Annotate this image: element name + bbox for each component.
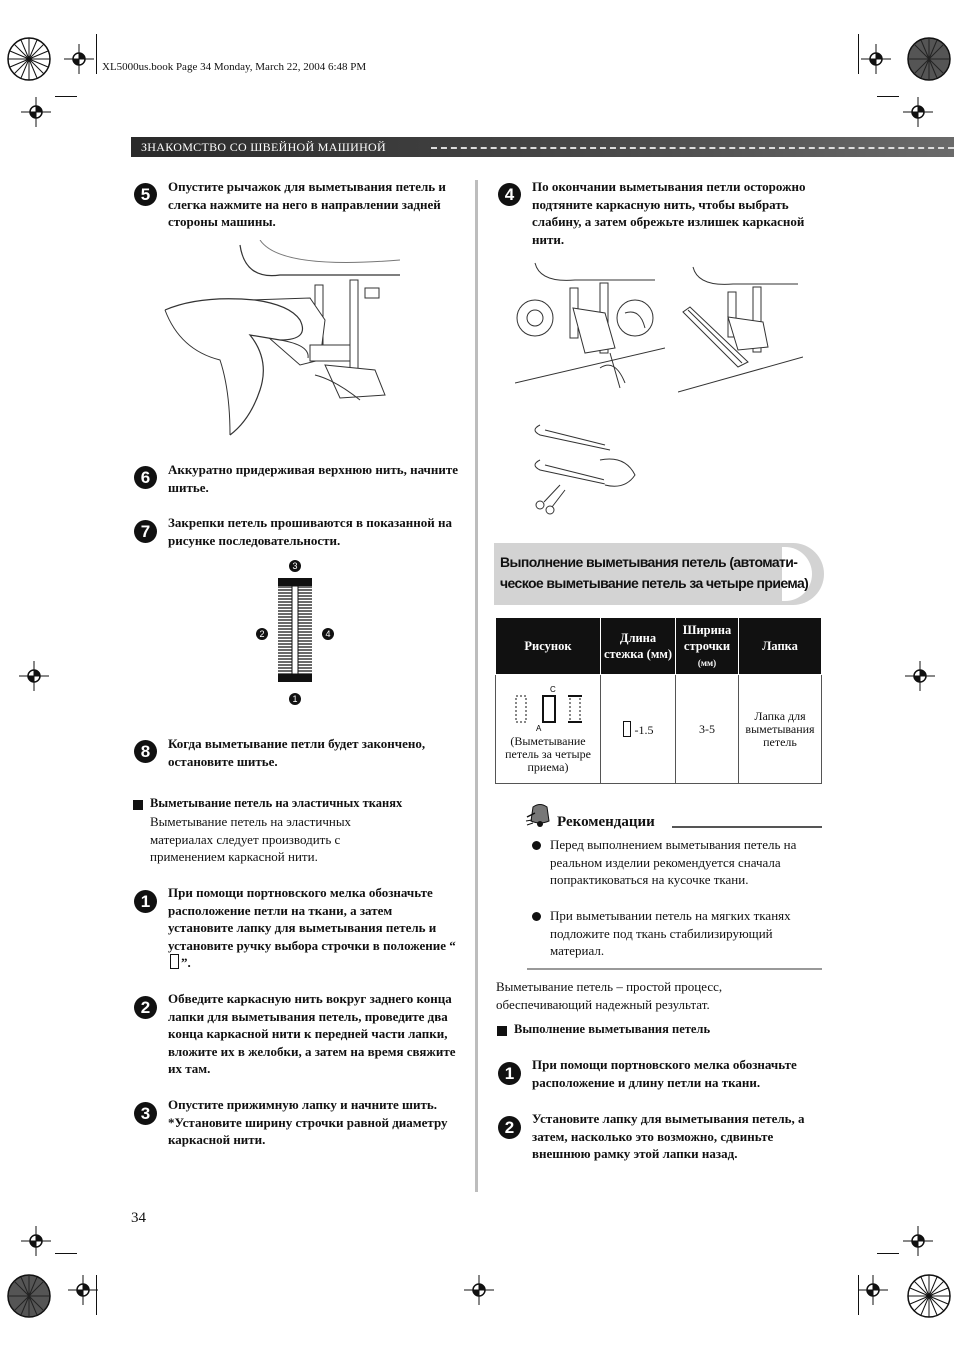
- banner-title: [500, 552, 808, 594]
- header-width-unit: (мм): [697, 657, 717, 668]
- section-square-bullet: [133, 800, 143, 810]
- elastic-step-1-text-end: ”.: [181, 955, 191, 970]
- crosshair-mark-top-right-2: [903, 97, 933, 127]
- stitch-spec-table: [495, 617, 822, 784]
- bullet-dot: [532, 841, 541, 850]
- intro-text: Выметывание петель – простой процесс, обеспечивающий надежный результат.: [496, 979, 723, 1012]
- right-step-number-2: 2: [498, 1116, 521, 1139]
- section-heading: Выполнение выметывания петель: [514, 1022, 711, 1036]
- banner-title-line-2: ческое выметывание петель за четыре приема): [500, 575, 809, 591]
- crosshair-mark-bottom-right-2: [903, 1226, 933, 1256]
- sequence-label-4: 4: [322, 628, 334, 640]
- cell-pattern: [496, 675, 601, 784]
- sequence-label-2: 2: [256, 628, 268, 640]
- elastic-step-2-text: Обведите каркасную нить вокруг заднего конца лапки для выметывания петель, проведите два конца каркасной нити к передней части лапки, вложите их в желобки, а затем на время свяжите их там.: [168, 991, 456, 1076]
- header-length: Длина стежка (мм): [601, 618, 676, 675]
- crosshair-mark-mid-left: [19, 661, 49, 691]
- trim-line-top-right: [877, 96, 899, 97]
- step-number-4: 4: [498, 183, 521, 206]
- elastic-text: Выметывание петель на эластичных материалах следует производить с применением каркасной нити.: [150, 814, 352, 864]
- crosshair-mark-top-left-2: [21, 97, 51, 127]
- right-step-number-1: 1: [498, 1062, 521, 1085]
- elastic-step-3-text: Опустите прижимную лапку и начните шить. *Установите ширину строчки равной диаметру каркасной нити.: [168, 1097, 448, 1147]
- banner-title-line-1: Выполнение выметывания петель (автомати-: [500, 554, 798, 570]
- step-number-7: 7: [134, 520, 157, 543]
- illustration-trim-cord: [530, 420, 640, 520]
- four-step-buttonhole-icon: [508, 684, 588, 732]
- crosshair-mark-mid-right: [905, 661, 935, 691]
- elastic-step-1-text: [168, 884, 460, 972]
- trim-line-bottom-right: [877, 1253, 899, 1254]
- trim-line-bottom-right-v: [858, 1275, 859, 1315]
- elastic-step-1-text-main: При помощи портновского мелка обозначьте расположение петли на ткани, а затем установите лапку для выметывания петель и установите ручку выбора строчки в положение “: [168, 885, 456, 953]
- trim-line-bottom-left: [55, 1253, 77, 1254]
- length-value: -1.5: [634, 723, 654, 737]
- elastic-heading: Выметывание петель на эластичных тканях: [150, 796, 403, 810]
- trim-line-top-left-v: [96, 34, 97, 74]
- step-number-6: 6: [134, 466, 157, 489]
- sequence-label-1: 1: [289, 693, 301, 705]
- step-8-text: Когда выметывание петли будет закончено, остановите шитье.: [168, 736, 426, 769]
- bullet-dot: [532, 912, 541, 921]
- page-number: 34: [131, 1210, 146, 1226]
- illustration-pull-cord: [515, 258, 665, 393]
- table-header-row: [496, 618, 822, 675]
- recommendation-item: При выметывании петель на мягких тканях подложите под ткань стабилизирующий материал.: [550, 908, 791, 958]
- step-number-5: 5: [134, 183, 157, 206]
- recommendations-title-rule: [672, 826, 822, 828]
- elastic-step-number-1: 1: [134, 890, 157, 913]
- step-7-text: Закрепки петель прошиваются в показанной на рисунке последовательности.: [168, 515, 452, 548]
- registration-rosette-bottom-right: [904, 1271, 954, 1321]
- recommendations-end-rule: [527, 968, 822, 970]
- right-step-2-text: Установите лапку для выметывания петель, а затем, насколько это возможно, сдвиньте внешнюю рамку этой лапки назад.: [532, 1111, 805, 1161]
- step-6-text: Аккуратно придерживая верхнюю нить, начните шитье.: [168, 462, 459, 495]
- elastic-step-number-2: 2: [134, 996, 157, 1019]
- header-width: [676, 618, 739, 675]
- cell-width: 3-5: [676, 675, 739, 784]
- registration-rosette-top-right: [904, 34, 954, 84]
- elastic-step-number-3: 3: [134, 1102, 157, 1125]
- cell-length: [601, 675, 676, 784]
- pattern-caption: (Выметывание петель за четыре приема): [505, 734, 591, 774]
- chapter-title: ЗНАКОМСТВО СО ШВЕЙНОЙ МАШИНОЙ: [141, 140, 386, 154]
- crosshair-mark-bottom-left-2: [68, 1275, 98, 1305]
- bell-icon: [525, 803, 555, 829]
- length-symbol-icon: [623, 721, 631, 737]
- recommendation-item: Перед выполнением выметывания петель на реальном изделии рекомендуется сначала попрактиковаться на кусочке ткани.: [550, 837, 797, 887]
- section-square-bullet: [497, 1026, 507, 1036]
- crosshair-mark-bottom-right: [858, 1275, 888, 1305]
- header-foot: Лапка: [739, 618, 822, 675]
- header-pattern: Рисунок: [496, 618, 601, 675]
- step-5-text: Опустите рычажок для выметывания петель и слегка нажмите на него в направлении задней стороны машины.: [168, 179, 446, 229]
- buttonhole-symbol-icon: [170, 954, 179, 969]
- header-width-main: Ширина строчки: [682, 622, 732, 653]
- trim-line-bottom-left-v: [96, 1275, 97, 1315]
- crosshair-mark-bottom-center: [464, 1275, 494, 1305]
- step-number-8: 8: [134, 740, 157, 763]
- crosshair-mark-bottom-left: [21, 1226, 51, 1256]
- sequence-label-3: 3: [289, 560, 301, 572]
- illustration-buttonhole-lever: [160, 240, 400, 440]
- section-banner: [494, 543, 824, 605]
- trim-line-top-right-v: [858, 34, 859, 74]
- illustration-finished-buttonhole: [678, 262, 803, 397]
- header-dash-line: [431, 147, 954, 149]
- right-step-1-text: При помощи портновского мелка обозначьте расположение и длину петли на ткани.: [532, 1057, 797, 1090]
- label-a: A: [536, 724, 542, 732]
- crosshair-mark-top-right: [861, 44, 891, 74]
- chapter-header-bar: [131, 137, 954, 157]
- step-4-text: По окончании выметывания петли осторожно подтяните каркасную нить, чтобы выбрать слабину, а затем обрежьте излишек каркасной нити.: [532, 179, 806, 247]
- table-row: [496, 675, 822, 784]
- registration-rosette-bottom-left: [4, 1271, 54, 1321]
- label-c: C: [550, 685, 556, 694]
- crosshair-mark-top-left: [64, 44, 94, 74]
- registration-rosette-top-left: [4, 34, 54, 84]
- recommendations-title: Рекомендации: [557, 814, 655, 830]
- column-divider: [475, 180, 478, 1192]
- file-info: XL5000us.book Page 34 Monday, March 22, 2004 6:48 PM: [102, 61, 367, 73]
- trim-line-top-left: [55, 96, 77, 97]
- cell-foot: Лапка для выметывания петель: [739, 675, 822, 784]
